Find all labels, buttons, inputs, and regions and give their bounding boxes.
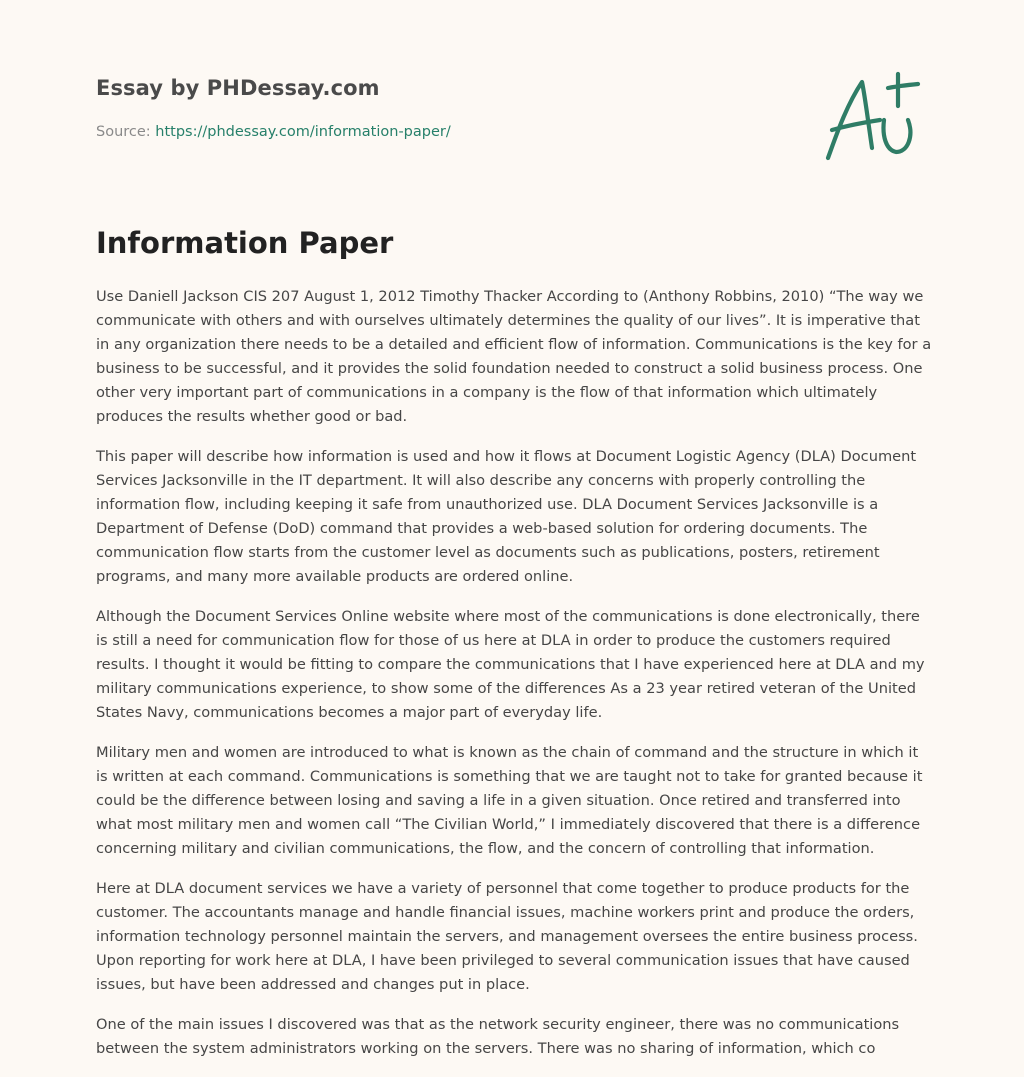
- source-line: [96, 124, 451, 140]
- a-plus-grade-logo-icon: [818, 66, 928, 166]
- paragraph: Here at DLA document services we have a variety of personnel that come together to produce products for the customer. The accountants manage and handle financial issues, machine workers print and produce the orders, information technology personnel maintain the servers, and management oversees the entire business process. Upon reporting for work here at DLA, I have been privileged to several communication issues that have caused issues, but have been addressed and changes put in place.: [96, 880, 918, 993]
- paragraph: Use Daniell Jackson CIS 207 August 1, 2012 Timothy Thacker According to (Anthony Robbins, 2010) “The way we communicate with others and with ourselves ultimately determines the quality of our lives”. It is imperative that in any organization there needs to be a detailed and efficient flow of information. Communications is the key for a business to be successful, and it provides the solid foundation needed to construct a solid business process. One other very important part of communications in a company is the flow of that information which ultimately produces the results whether good or bad.: [96, 288, 932, 425]
- paragraph: This paper will describe how information is used and how it flows at Document Logistic Agency (DLA) Document Services Jacksonville in the IT department. It will also describe any concerns with properly controlling the information flow, including keeping it safe from unauthorized use. DLA Document Services Jacksonville is a Department of Defense (DoD) command that provides a web-based solution for ordering documents. The communication flow starts from the customer level as documents such as publications, posters, retirement programs, and many more available products are ordered online.: [96, 448, 917, 585]
- source-link[interactable]: https://phdessay.com/information-paper/: [155, 124, 451, 140]
- paragraph: One of the main issues I discovered was that as the network security engineer, there was no communications between the system administrators working on the servers. There was no sharing of information, which co: [96, 1016, 900, 1057]
- site-title: Essay by PHDessay.com: [96, 76, 380, 100]
- paragraph: Military men and women are introduced to what is known as the chain of command and the structure in which it is written at each command. Communications is something that we are taught not to take for granted because it could be the difference between losing and saving a life in a given situation. Once retired and transferred into what most military men and women call “The Civilian World,” I immediately discovered that there is a difference concerning military and civilian communications, the flow, and the concern of controlling that information.: [96, 744, 923, 857]
- paragraph: Although the Document Services Online website where most of the communications is done electronically, there is still a need for communication flow for those of us here at DLA in order to produce the customers required results. I thought it would be fitting to compare the communications that I have experienced here at DLA and my military communications experience, to show some of the differences As a 23 year retired veteran of the United States Navy, communications becomes a major part of everyday life.: [96, 608, 925, 721]
- source-label: Source:: [96, 124, 156, 140]
- essay-body: [96, 285, 934, 1077]
- document-title: Information Paper: [96, 226, 394, 260]
